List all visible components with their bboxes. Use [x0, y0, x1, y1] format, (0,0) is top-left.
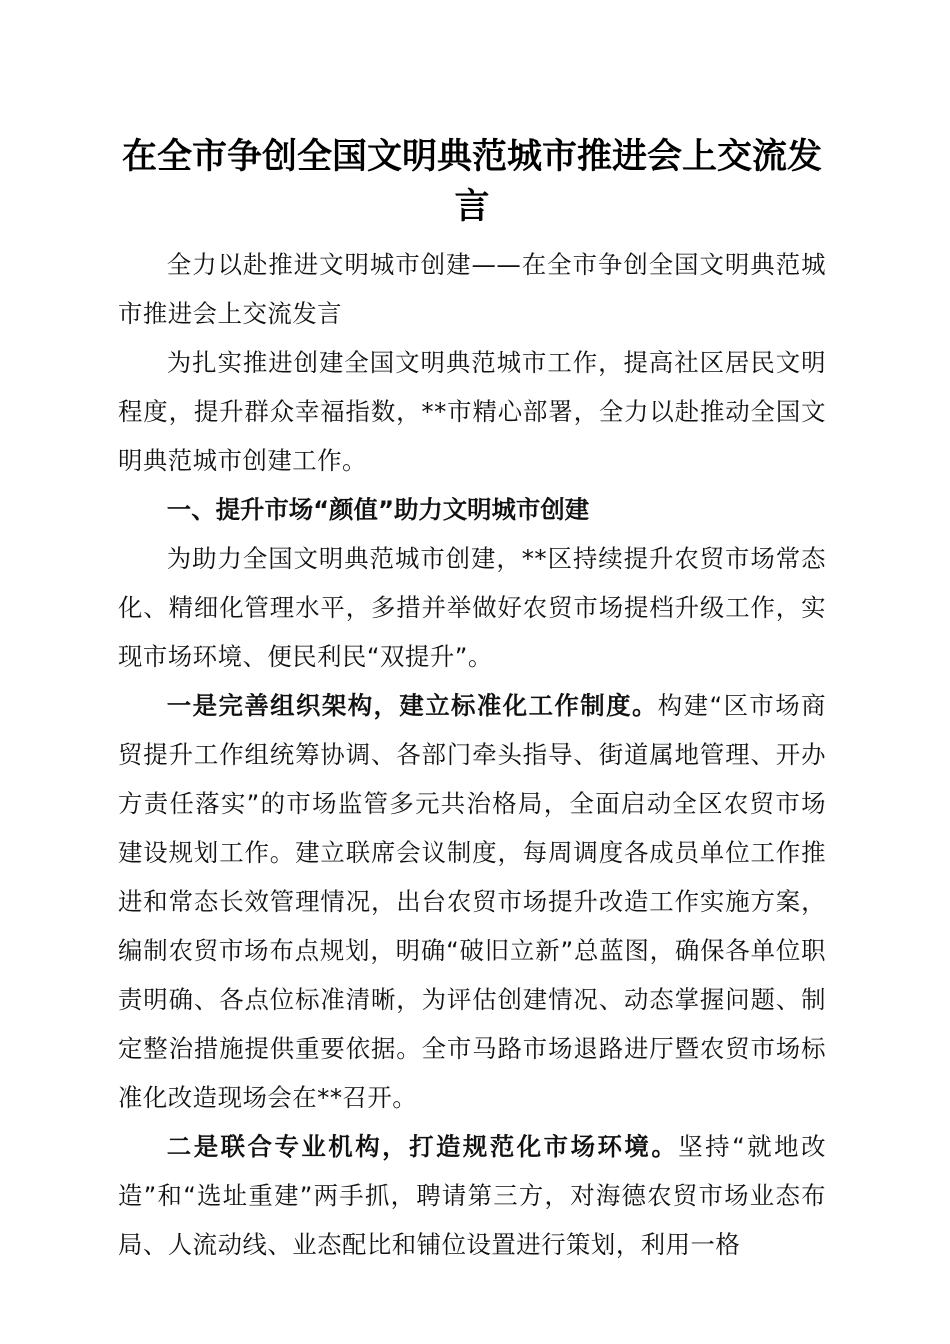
document-page	[118, 132, 826, 1269]
document-subtitle: 全力以赴推进文明城市创建——在全市争创全国文明典范城市推进会上交流发言	[118, 250, 826, 328]
section-1-paragraph: 为助力全国文明典范城市创建，**区持续提升农贸市场常态化、精细化管理水平，多措并举做好农贸市场提档升级工作，实现市场环境、便民利民“双提升”。	[118, 544, 826, 671]
point-1-body: 构建“区市场商贸提升工作组统筹协调、各部门牵头指导、街道属地管理、开办方责任落实”的市场监管多元共治格局，全面启动全区农贸市场建设规划工作。建立联席会议制度，每周调度各成员单位工作推进和常态长效管理情况，出台农贸市场提升改造工作实施方案，编制农贸市场布点规划，明确“破旧立新”总蓝图，确保各单位职责明确、各点位标准清晰，为评估创建情况、动态掌握问题、制定整治措施提供重要依据。全市马路市场退路进厅暨农贸市场标准化改造现场会在**召开。	[118, 691, 826, 1112]
point-1-paragraph	[118, 681, 826, 1122]
point-2-body: 坚持“就地改造”和“选址重建”两手抓，聘请第三方，对海德农贸市场业态布局、人流动线、业态配比和铺位设置进行策划，利用一格	[118, 1132, 826, 1259]
section-heading-1: 一、提升市场“颜值”助力文明城市创建	[166, 495, 590, 524]
point-2-lead: 二是联合专业机构，打造规范化市场环境。	[166, 1132, 679, 1161]
point-2-paragraph	[118, 1122, 826, 1269]
document-title: 在全市争创全国文明典范城市推进会上交流发言	[121, 136, 822, 227]
point-1-lead: 一是完善组织架构，建立标准化工作制度。	[166, 691, 658, 720]
intro-paragraph: 为扎实推进创建全国文明典范城市工作，提高社区居民文明程度，提升群众幸福指数，**市精心部署，全力以赴推动全国文明典范城市创建工作。	[118, 348, 826, 475]
